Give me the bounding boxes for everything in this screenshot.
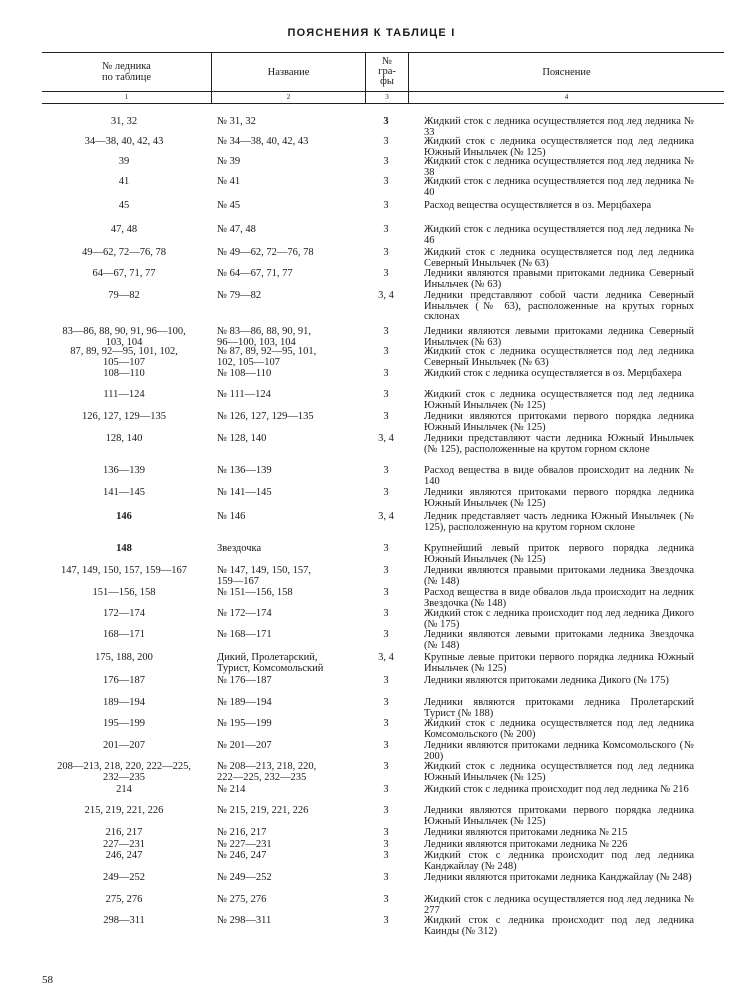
cell-line: 232—235 (103, 771, 145, 783)
glacier-number-cell: 195—199 (103, 718, 145, 729)
glacier-number-cell: 41 (118, 176, 130, 187)
explanation-cell: Жидкий сток с ледника происходит под лед ледника Каинды (№ 312) (424, 915, 694, 937)
glacier-name-cell: № 246, 247 (217, 850, 267, 861)
glacier-number-cell: 64—67, 71, 77 (92, 268, 156, 279)
glacier-name-cell: № 172—174 (217, 608, 272, 619)
glacier-name-cell: № 47, 48 (217, 224, 256, 235)
glacier-number-cell: 246, 247 (105, 850, 143, 861)
explanation-cell: Ледники являются притоками ледника № 215 (424, 827, 628, 838)
explanation-cell: Ледники являются притоками ледника № 226 (424, 839, 628, 850)
glacier-name-cell: № 298—311 (217, 915, 272, 926)
column-number-cell: 3 (383, 200, 389, 211)
glacier-number-cell: 45 (118, 200, 130, 211)
glacier-name-cell: № 79—82 (217, 290, 262, 301)
table-header (42, 52, 724, 104)
column-number-cell: 3 (383, 326, 389, 337)
glacier-name-cell (217, 347, 363, 368)
explanation-cell: Жидкий сток с ледника осуществляется под лед ледника Южный Иныльчек (№ 125) (424, 389, 694, 411)
column-number-cell: 3 (383, 346, 389, 357)
header-column-number: № гра- фы (378, 56, 396, 87)
column-number-cell: 3 (383, 389, 389, 400)
explanation-cell: Ледники являются притоками ледника Канджайлау (№ 248) (424, 872, 692, 883)
glacier-number-cell: 189—194 (103, 697, 145, 708)
explanation-cell: Крупные левые притоки первого порядка ледника Южный Иныльчек (№ 125) (424, 652, 694, 674)
glacier-name-cell: № 189—194 (217, 697, 272, 708)
explanation-cell: Расход вещества в виде обвалов льда происходит на ледник Звездочка (№ 148) (424, 587, 694, 609)
glacier-name-cell: № 151—156, 158 (217, 587, 293, 598)
header-num-4: 4 (564, 93, 569, 101)
glacier-name-cell: № 45 (217, 200, 241, 211)
glacier-number-cell (42, 762, 206, 783)
column-number-cell: 3 (383, 740, 389, 751)
glacier-name-cell: № 128, 140 (217, 433, 267, 444)
glacier-number-cell: 47, 48 (110, 224, 138, 235)
explanation-cell: Ледники являются притоками ледника Комсомольского (№ 200) (424, 740, 694, 762)
glacier-number-cell: 31, 32 (110, 116, 138, 127)
glacier-number-cell: 126, 127, 129—135 (82, 411, 166, 422)
header-glacier-number: № ледника по таблице (101, 61, 152, 83)
column-number-cell: 3 (383, 784, 389, 795)
column-number-cell: 3 (383, 487, 389, 498)
glacier-number-cell: 141—145 (103, 487, 145, 498)
explanation-cell: Жидкий сток с ледника осуществляется под лед ледника Северный Иныльчек (№ 63) (424, 346, 694, 368)
explanation-cell: Ледник представляет часть ледника Южный Иныльчек (№ 125), расположенную на крутом горном склоне (424, 511, 694, 533)
column-number-cell: 3 (383, 587, 389, 598)
explanation-cell: Крупнейший левый приток первого порядка ледника Южный Иныльчек (№ 125) (424, 543, 694, 565)
cell-line: 222—225, 232—235 (217, 771, 307, 783)
glacier-name-cell: № 31, 32 (217, 116, 256, 127)
glacier-name-cell: № 201—207 (217, 740, 272, 751)
header-num-1: 1 (124, 93, 129, 101)
explanation-cell: Ледники являются притоками первого порядка ледника Южный Иныльчек (№ 125) (424, 487, 694, 509)
explanation-cell: Жидкий сток с ледника осуществляется под лед ледника Южный Иныльчек (№ 125) (424, 136, 694, 158)
glacier-number-cell: 146 (116, 511, 132, 522)
glacier-name-cell: № 64—67, 71, 77 (217, 268, 293, 279)
column-number-cell: 3 (383, 697, 389, 708)
column-number-cell: 3 (383, 675, 389, 686)
explanation-cell: Расход вещества осуществляется в оз. Мерцбахера (424, 200, 652, 211)
cell-line: 103, 104 (105, 336, 143, 348)
glacier-number-cell: 176—187 (103, 675, 145, 686)
cell-line: № 208—213, 218, 220, (217, 761, 317, 772)
cell-line: Турист, Комсомольский (217, 662, 324, 674)
glacier-name-cell: № 146 (217, 511, 246, 522)
glacier-name-cell: № 195—199 (217, 718, 272, 729)
column-number-cell: 3 (383, 827, 389, 838)
glacier-number-cell (42, 327, 206, 348)
glacier-name-cell: № 49—62, 72—76, 78 (217, 247, 314, 258)
glacier-name-cell (217, 327, 363, 348)
cell-line: Дикий, Пролетарский, (217, 652, 318, 663)
explanation-cell: Жидкий сток с ледника осуществляется под лед ледника Южный Иныльчек (№ 125) (424, 761, 694, 783)
cell-line: № 147, 149, 150, 157, (217, 565, 312, 576)
column-number-cell: 3 (383, 465, 389, 476)
column-number-cell: 3 (383, 894, 389, 905)
column-number-cell: 3, 4 (378, 511, 394, 522)
explanation-cell: Ледники представляют части ледника Южный Иныльчек (№ 125), расположенные на крутом горном склоне (424, 433, 694, 455)
explanation-cell: Ледники являются правыми притоками ледника Звездочка (№ 148) (424, 565, 694, 587)
column-number-cell: 3 (383, 543, 389, 554)
column-number-cell: 3 (383, 839, 389, 850)
glacier-name-cell: № 126, 127, 129—135 (217, 411, 314, 422)
explanation-cell: Жидкий сток с ледника осуществляется под лед ледника № 40 (424, 176, 694, 198)
explanation-cell: Жидкий сток с ледника осуществляется под лед ледника Северный Иныльчек (№ 63) (424, 247, 694, 269)
glacier-name-cell: № 41 (217, 176, 241, 187)
cell-line: 159—167 (217, 575, 259, 587)
column-number-cell: 3 (383, 136, 389, 147)
column-number-cell: 3 (383, 224, 389, 235)
cell-line: 105—107 (103, 356, 145, 368)
glacier-number-cell: 214 (116, 784, 132, 795)
explanation-cell: Жидкий сток с ледника происходит под лед ледника Канджайлау (№ 248) (424, 850, 694, 872)
glacier-number-cell: 108—110 (103, 368, 145, 379)
glacier-number-cell: 298—311 (103, 915, 145, 926)
glacier-number-cell: 128, 140 (105, 433, 143, 444)
explanation-cell: Ледники являются притоками ледника Дикого (№ 175) (424, 675, 669, 686)
glacier-name-cell: № 136—139 (217, 465, 272, 476)
glacier-number-cell: 147, 149, 150, 157, 159—167 (61, 565, 187, 576)
glacier-number-cell: 216, 217 (105, 827, 143, 838)
column-number-cell: 3 (383, 718, 389, 729)
column-number-cell: 3 (383, 565, 389, 576)
glacier-name-cell: № 168—171 (217, 629, 272, 640)
glacier-number-cell: 111—124 (103, 389, 145, 400)
column-number-cell: 3 (383, 368, 389, 379)
explanation-cell: Жидкий сток с ледника осуществляется под лед ледника Комсомольского (№ 200) (424, 718, 694, 740)
glacier-name-cell: № 108—110 (217, 368, 272, 379)
glacier-name-cell: № 214 (217, 784, 246, 795)
glacier-name-cell: № 216, 217 (217, 827, 267, 838)
glacier-name-cell: № 176—187 (217, 675, 272, 686)
glacier-name-cell: № 111—124 (217, 389, 271, 400)
explanation-cell: Ледники являются левыми притоками ледника Звездочка (№ 148) (424, 629, 694, 651)
glacier-number-cell: 34—38, 40, 42, 43 (84, 136, 164, 147)
explanation-cell: Жидкий сток с ледника осуществляется под лед ледника № 33 (424, 116, 694, 138)
page-title: ПОЯСНЕНИЯ К ТАБЛИЦЕ I (287, 27, 456, 39)
column-number-cell: 3 (383, 411, 389, 422)
explanation-cell: Жидкий сток с ледника осуществляется под лед ледника № 38 (424, 156, 694, 178)
page-number: 58 (42, 974, 53, 986)
cell-line: 96—100, 103, 104 (217, 336, 296, 348)
glacier-number-cell: 172—174 (103, 608, 145, 619)
glacier-number-cell: 275, 276 (105, 894, 143, 905)
glacier-number-cell: 49—62, 72—76, 78 (82, 247, 166, 258)
column-number-cell: 3 (383, 761, 389, 772)
cell-line: 87, 89, 92—95, 101, 102, (70, 346, 178, 357)
explanation-cell: Ледники являются левыми притоками ледника Северный Иныльчек (№ 63) (424, 326, 694, 348)
explanation-cell: Жидкий сток с ледника происходит под лед ледника Дикого (№ 175) (424, 608, 694, 630)
explanation-cell: Ледники являются притоками первого порядка ледника Южный Иныльчек (№ 125) (424, 411, 694, 433)
explanation-cell: Ледники являются притоками ледника Пролетарский Турист (№ 188) (424, 697, 694, 719)
explanation-cell: Жидкий сток с ледника происходит под лед ледника № 216 (424, 784, 689, 795)
column-number-cell: 3 (383, 805, 389, 816)
column-number-cell: 3 (383, 629, 389, 640)
header-num-2: 2 (286, 93, 291, 101)
explanation-cell: Ледники являются правыми притоками ледника Северный Иныльчек (№ 63) (424, 268, 694, 290)
glacier-number-cell: 175, 188, 200 (95, 652, 153, 663)
glacier-number-cell: 136—139 (103, 465, 145, 476)
glacier-name-cell: № 249—252 (217, 872, 272, 883)
glacier-number-cell: 249—252 (103, 872, 145, 883)
glacier-name-cell: № 215, 219, 221, 226 (217, 805, 309, 816)
glacier-name-cell (217, 653, 363, 674)
glacier-number-cell: 168—171 (103, 629, 145, 640)
glacier-number-cell: 201—207 (103, 740, 145, 751)
explanation-cell: Расход вещества в виде обвалов происходит на ледник № 140 (424, 465, 694, 487)
cell-line: 83—86, 88, 90, 91, 96—100, (62, 326, 186, 337)
cell-line: № 83—86, 88, 90, 91, (217, 326, 312, 337)
glacier-name-cell: № 39 (217, 156, 241, 167)
cell-line: 102, 105—107 (217, 356, 280, 368)
header-num-3: 3 (385, 93, 389, 101)
glacier-number-cell: 39 (118, 156, 130, 167)
glacier-number-cell: 227—231 (103, 839, 145, 850)
glacier-name-cell (217, 762, 363, 783)
column-number-cell: 3 (383, 268, 389, 279)
explanation-cell: Жидкий сток с ледника осуществляется под лед ледника № 46 (424, 224, 694, 246)
column-number-cell: 3 (383, 156, 389, 167)
glacier-name-cell: № 227—231 (217, 839, 272, 850)
cell-line: 208—213, 218, 220, 222—225, (57, 761, 191, 772)
column-number-cell: 3 (383, 176, 389, 187)
explanation-cell: Жидкий сток с ледника осуществляется под лед ледника № 277 (424, 894, 694, 916)
cell-line: № 87, 89, 92—95, 101, (217, 346, 317, 357)
column-number-cell: 3, 4 (378, 290, 394, 301)
column-number-cell: 3 (383, 608, 389, 619)
header-explanation: Пояснение (542, 66, 591, 78)
column-number-cell: 3 (383, 116, 389, 127)
column-number-cell: 3 (383, 247, 389, 258)
glacier-number-cell: 151—156, 158 (92, 587, 156, 598)
glacier-number-cell: 215, 219, 221, 226 (84, 805, 164, 816)
explanation-cell: Жидкий сток с ледника осуществляется в оз. Мерцбахера (424, 368, 682, 379)
column-number-cell: 3 (383, 915, 389, 926)
glacier-name-cell: Звездочка (217, 543, 262, 554)
explanation-cell: Ледники являются притоками первого порядка ледника Южный Иныльчек (№ 125) (424, 805, 694, 827)
header-name: Название (267, 66, 310, 78)
column-number-cell: 3 (383, 850, 389, 861)
glacier-number-cell: 148 (116, 543, 132, 554)
column-number-cell: 3, 4 (378, 433, 394, 444)
column-number-cell: 3, 4 (378, 652, 394, 663)
glacier-number-cell (42, 347, 206, 368)
glacier-name-cell: № 34—38, 40, 42, 43 (217, 136, 309, 147)
column-number-cell: 3 (383, 872, 389, 883)
glacier-name-cell: № 141—145 (217, 487, 272, 498)
glacier-name-cell: № 275, 276 (217, 894, 267, 905)
explanation-cell: Ледники представляют собой части ледника Северный Иныльчек (№ 63), расположенные на крутых горных склонах (424, 290, 694, 322)
glacier-number-cell: 79—82 (108, 290, 140, 301)
glacier-name-cell (217, 566, 363, 587)
